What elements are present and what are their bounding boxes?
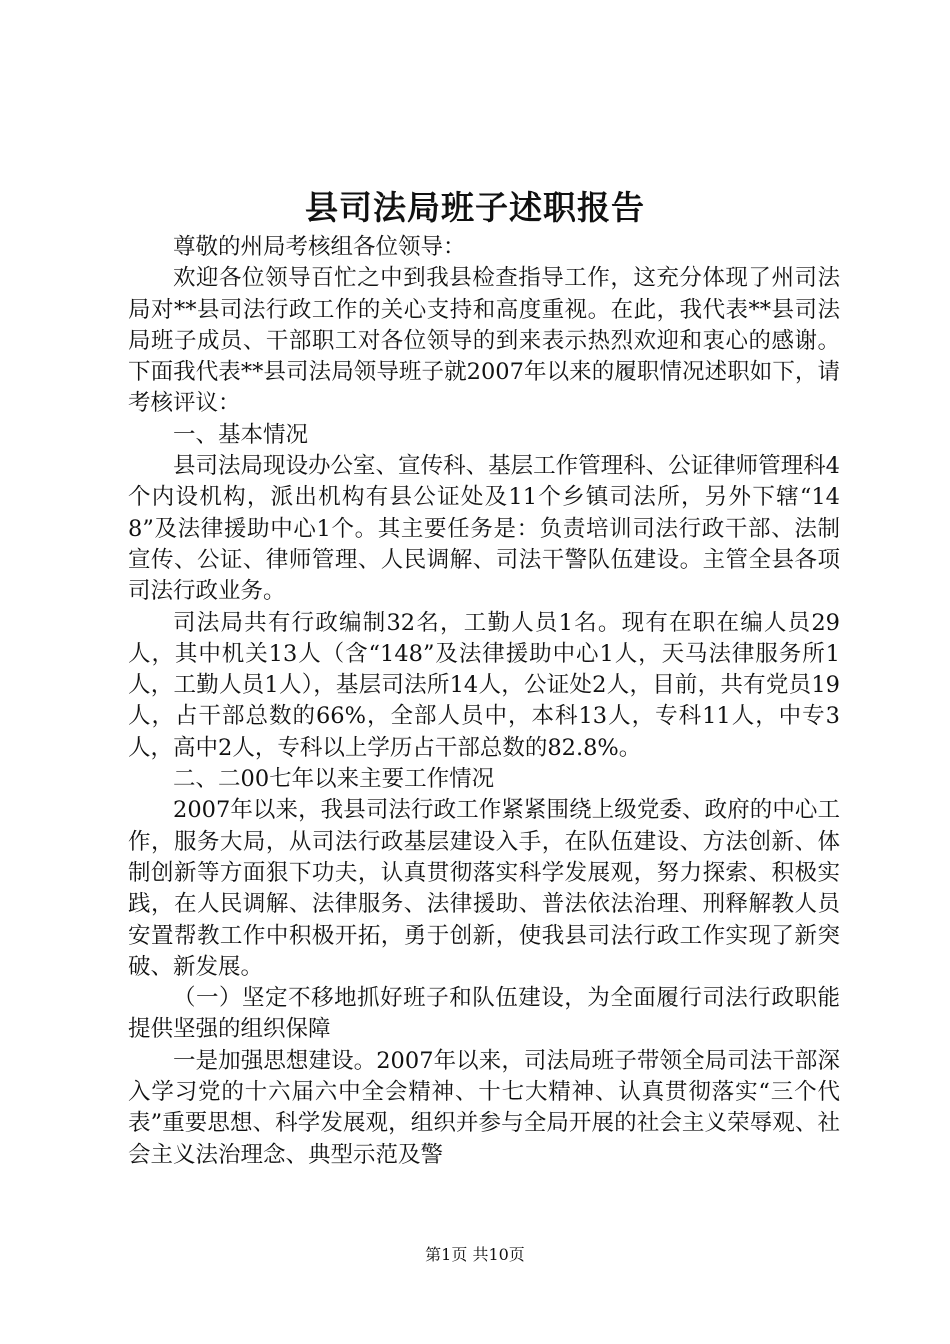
paragraph-organization: 县司法局现设办公室、宣传科、基层工作管理科、公证律师管理科4个内设机构，派出机构有县公证处及11个乡镇司法所，另外下辖“148”及法律援助中心1个。其主要任务是：负责培训司法行政干部、法制宣传、公证、律师管理、人民调解、司法干警队伍建设。主管全县各项司法行政业务。 — [128, 453, 840, 605]
document-title: 县司法局班子述职报告 — [305, 188, 645, 227]
page-number-footer: 第1页 共10页 — [425, 1245, 525, 1264]
paragraph-main-work: 2007年以来，我县司法行政工作紧紧围绕上级党委、政府的中心工作，服务大局，从司法行政基层建设入手，在队伍建设、方法创新、体制创新等方面狠下功夫，认真贯彻落实科学发展观，努力探索、积极实践，在人民调解、法律服务、法律援助、普法依法治理、刑释解教人员安置帮教工作中积极开拓，勇于创新，使我县司法行政工作实现了新突破、新发展。 — [128, 797, 840, 980]
paragraph-ideology: 一是加强思想建设。2007年以来，司法局班子带领全局司法干部深入学习党的十六届六中全会精神、十七大精神、认真贯彻落实“三个代表”重要思想、科学发展观，组织并参与全局开展的社会主义荣辱观、社会主义法治理念、典型示范及警 — [128, 1047, 840, 1168]
salutation: 尊敬的州局考核组各位领导： — [173, 234, 466, 260]
paragraph-welcome: 欢迎各位领导百忙之中到我县检查指导工作，这充分体现了州司法局对**县司法行政工作的关心支持和高度重视。在此，我代表**县司法局班子成员、干部职工对各位领导的到来表示热烈欢迎和衷心的感谢。下面我代表**县司法局领导班子就2007年以来的履职情况述职如下，请考核评议： — [128, 265, 840, 417]
subsection-heading-team-building: （一）坚定不移地抓好班子和队伍建设，为全面履行司法行政职能提供坚强的组织保障 — [128, 985, 840, 1043]
document-body — [128, 232, 840, 1171]
section-heading-basic-situation: 一、基本情况 — [173, 421, 309, 448]
section-heading-main-work: 二、二00七年以来主要工作情况 — [173, 766, 495, 793]
paragraph-staffing: 司法局共有行政编制32名，工勤人员1名。现有在职在编人员29人，其中机关13人（含“148”及法律援助中心1人，天马法律服务所1人，工勤人员1人），基层司法所14人，公证处2人，目前，共有党员19人，占干部总数的66%，全部人员中，本科13人，专科11人，中专3人，高中2人，专科以上学历占干部总数的82.8%。 — [128, 609, 840, 761]
